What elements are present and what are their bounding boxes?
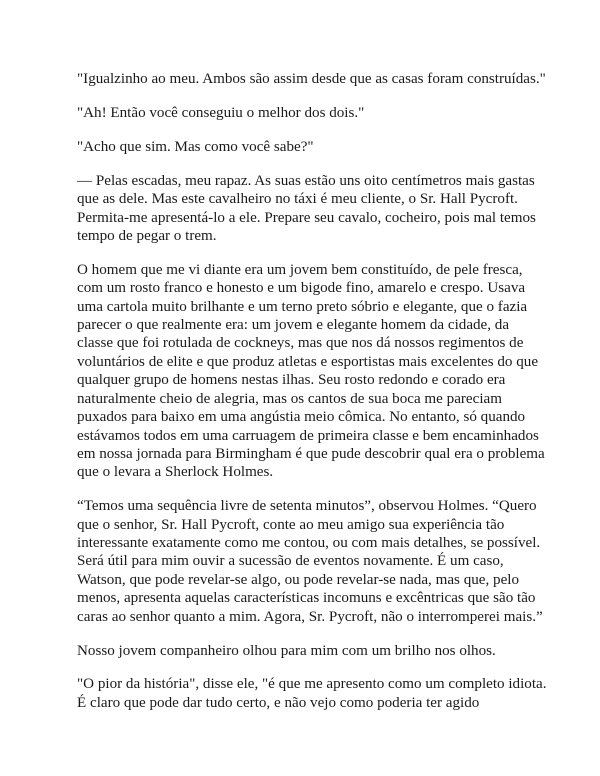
paragraph-2: "Ah! Então você conseguiu o melhor dos dois." xyxy=(77,104,365,121)
paragraph-6: “Temos uma sequência livre de setenta minutos”, observou Holmes. “Quero que o senhor, Sr. Hall Pycroft, conte ao meu amigo sua experiência tão interessante exatamente como me contou, ou com mais detalhes, se possível. Será útil para mim ouvir a sucessão de eventos novamente. É um caso, Watson, que pode revelar-se algo, ou pode revelar-se nada, mas que, pelo menos, apresenta aquelas características incomuns e excêntricas que são tão caras ao senhor quanto a mim. Agora, Sr. Pycroft, não o interromperei mais.” xyxy=(77,498,543,625)
paragraph-3: "Acho que sim. Mas como você sabe?" xyxy=(77,138,314,155)
paragraph-8: "O pior da história", disse ele, "é que me apresento como um completo idiota. É claro que pode dar tudo certo, e não vejo como poderia ter agido xyxy=(77,676,547,711)
paragraph-7: Nosso jovem companheiro olhou para mim com um brilho nos olhos. xyxy=(77,642,496,659)
paragraph-5: O homem que me vi diante era um jovem bem constituído, de pele fresca, com um rosto franco e honesto e um bigode fino, amarelo e crespo. Usava uma cartola muito brilhante e um terno preto sóbrio e elegante, que o fazia parecer o que realmente era: um jovem e elegante homem da cidade, da classe que foi rotulada de cockneys, mas que nos dá nossos regimentos de voluntários de elite e que produz atletas e esportistas mais excelentes do que qualquer grupo de homens nestas ilhas. Seu rosto redondo e corado era naturalmente cheio de alegria, mas os cantos de sua boca me pareciam puxados para baixo em uma angústia meio cômica. No entanto, só quando estávamos todos em uma carruagem de primeira classe e bem encaminhados em nossa jornada para Birmingham é que pude descobrir qual era o problema que o levara a Sherlock Holmes. xyxy=(77,261,545,481)
paragraph-4: — Pelas escadas, meu rapaz. As suas estão uns oito centímetros mais gastas que as dele. Mas este cavalheiro no táxi é meu cliente, o Sr. Hall Pycroft. Permita-me apresentá-lo a ele. Prepare seu cavalo, cocheiro, pois mal temos tempo de pegar o trem. xyxy=(77,172,536,244)
paragraph-1: "Igualzinho ao meu. Ambos são assim desde que as casas foram construídas." xyxy=(77,71,546,87)
document-page xyxy=(77,70,547,728)
